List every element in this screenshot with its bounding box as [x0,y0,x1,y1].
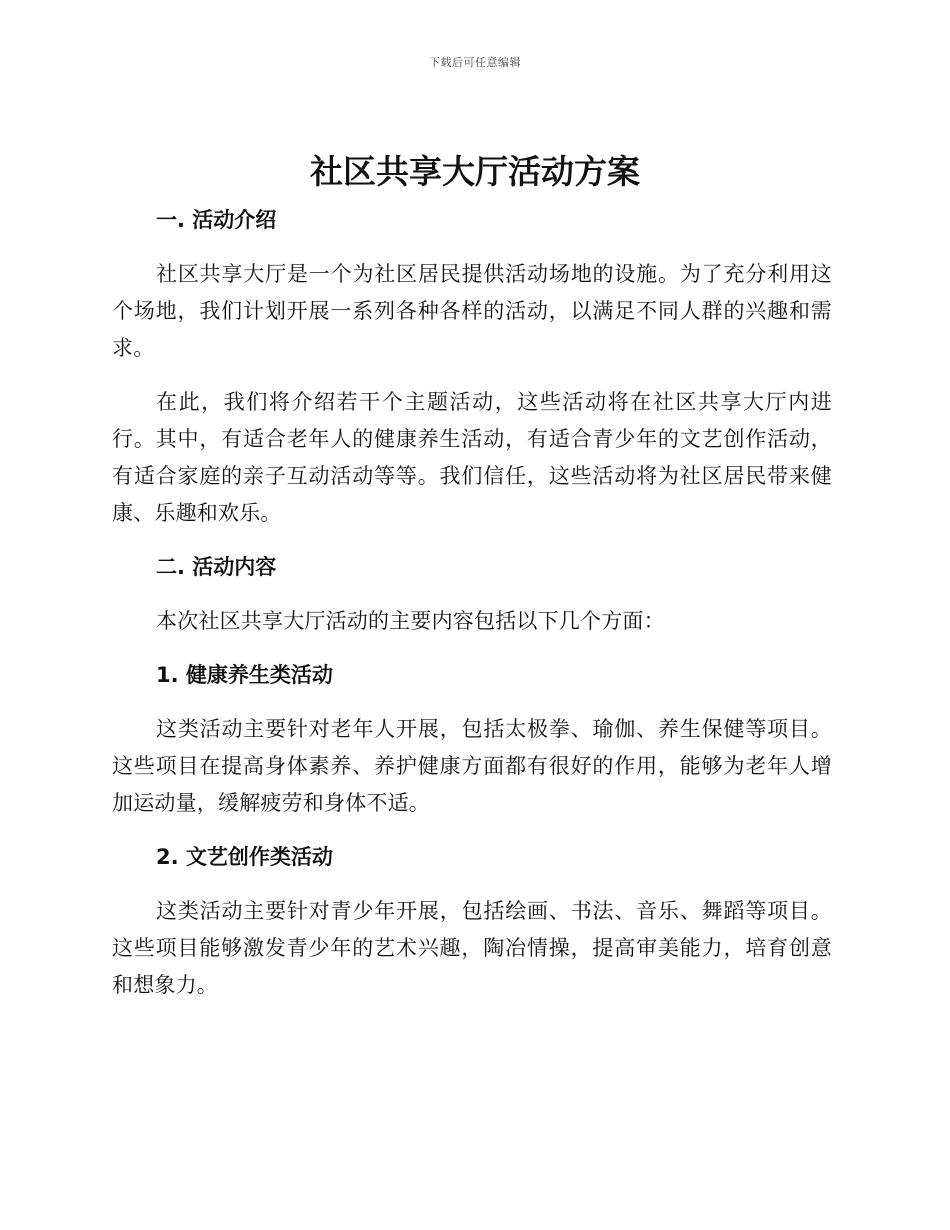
document-body [112,202,832,1004]
section-heading-content: 二. 活动内容 [156,555,277,579]
section-heading-intro: 一. 活动介绍 [156,208,277,232]
paragraph-content-1: 本次社区共享大厅活动的主要内容包括以下几个方面： [156,609,665,633]
paragraph-health-activities: 这类活动主要针对老年人开展，包括太极拳、瑜伽、养生保健等项目。这些项目在提高身体素养、养护健康方面都有很好的作用，能够为老年人增加运动量，缓解疲劳和身体不适。 [112,717,832,815]
header-note: 下载后可任意编辑 [429,56,521,69]
paragraph-intro-2: 在此，我们将介绍若干个主题活动，这些活动将在社区共享大厅内进行。其中，有适合老年人的健康养生活动，有适合青少年的文艺创作活动，有适合家庭的亲子互动活动等等。我们信任，这些活动将为社区居民带来健康、乐趣和欢乐。 [112,390,832,525]
subheading-health-activities: 1. 健康养生类活动 [156,663,333,687]
subheading-art-activities: 2. 文艺创作类活动 [156,845,333,869]
paragraph-art-activities: 这类活动主要针对青少年开展，包括绘画、书法、音乐、舞蹈等项目。这些项目能够激发青少年的艺术兴趣，陶冶情操，提高审美能力，培育创意和想象力。 [112,899,832,997]
document-title: 社区共享大厅活动方案 [310,152,640,191]
paragraph-intro-1: 社区共享大厅是一个为社区居民提供活动场地的设施。为了充分利用这个场地，我们计划开展一系列各种各样的活动，以满足不同人群的兴趣和需求。 [112,262,832,360]
